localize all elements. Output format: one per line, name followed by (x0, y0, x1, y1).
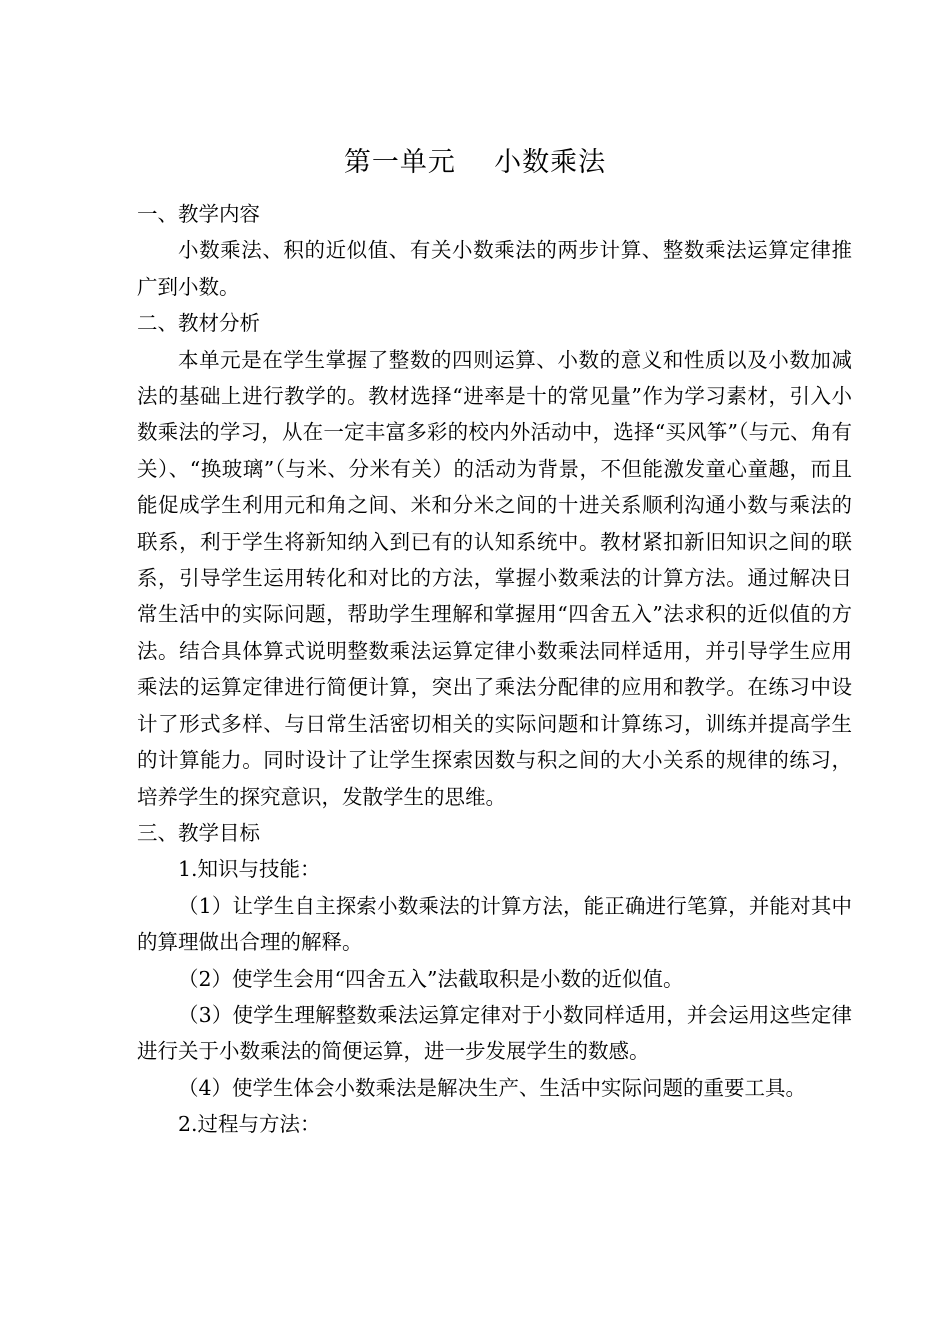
page-title: 第一单元 小数乘法 (343, 147, 607, 178)
goal-item-4: （4）使学生体会小数乘法是解决生产、生活中实际问题的重要工具。 (178, 1075, 807, 1100)
paragraph-teaching-content: 小数乘法、积的近似值、有关小数乘法的两步计算、整数乘法运算定律推广到小数。 (137, 238, 852, 299)
goal-item-2: （2）使学生会用“四舍五入”法截取积是小数的近似值。 (178, 966, 684, 991)
document-body (137, 196, 852, 1143)
section-heading-material-analysis: 二、教材分析 (137, 311, 260, 336)
subheading-knowledge-skills: 1.知识与技能： (178, 857, 321, 882)
goal-item-3: （3）使学生理解整数乘法运算定律对于小数同样适用，并会运用这些定律进行关于小数乘法的简便运算，进一步发展学生的数感。 (137, 1002, 852, 1064)
section-heading-teaching-goals: 三、教学目标 (137, 820, 260, 845)
subheading-process-methods: 2.过程与方法： (178, 1112, 321, 1137)
paragraph-material-analysis: 本单元是在学生掌握了整数的四则运算、小数的意义和性质以及小数加减法的基础上进行教学的。教材选择“进率是十的常见量”作为学习素材，引入小数乘法的学习，从在一定丰富多彩的校内外活动中，选择“买风筝”（与元、角有关）、“换玻璃”（与米、分米有关）的活动为背景，不但能激发童心童趣，而且能促成学生利用元和角之间、米和分米之间的十进关系顺利沟通小数与乘法的联系，利于学生将新知纳入到已有的认知系统中。教材紧扣新旧知识之间的联系，引导学生运用转化和对比的方法，掌握小数乘法的计算方法。通过解决日常生活中的实际问题，帮助学生理解和掌握用“四舍五入”法求积的近似值的方法。结合具体算式说明整数乘法运算定律小数乘法同样适用，并引导学生应用乘法的运算定律进行简便计算，突出了乘法分配律的应用和教学。在练习中设计了形式多样、与日常生活密切相关的实际问题和计算练习，训练并提高学生的计算能力。同时设计了让学生探索因数与积之间的大小关系的规律的练习，培养学生的探究意识，发散学生的思维。 (137, 347, 852, 809)
section-heading-teaching-content: 一、教学内容 (137, 202, 260, 226)
goal-item-1: （1）让学生自主探索小数乘法的计算方法，能正确进行笔算，并能对其中的算理做出合理的解释。 (137, 893, 852, 955)
